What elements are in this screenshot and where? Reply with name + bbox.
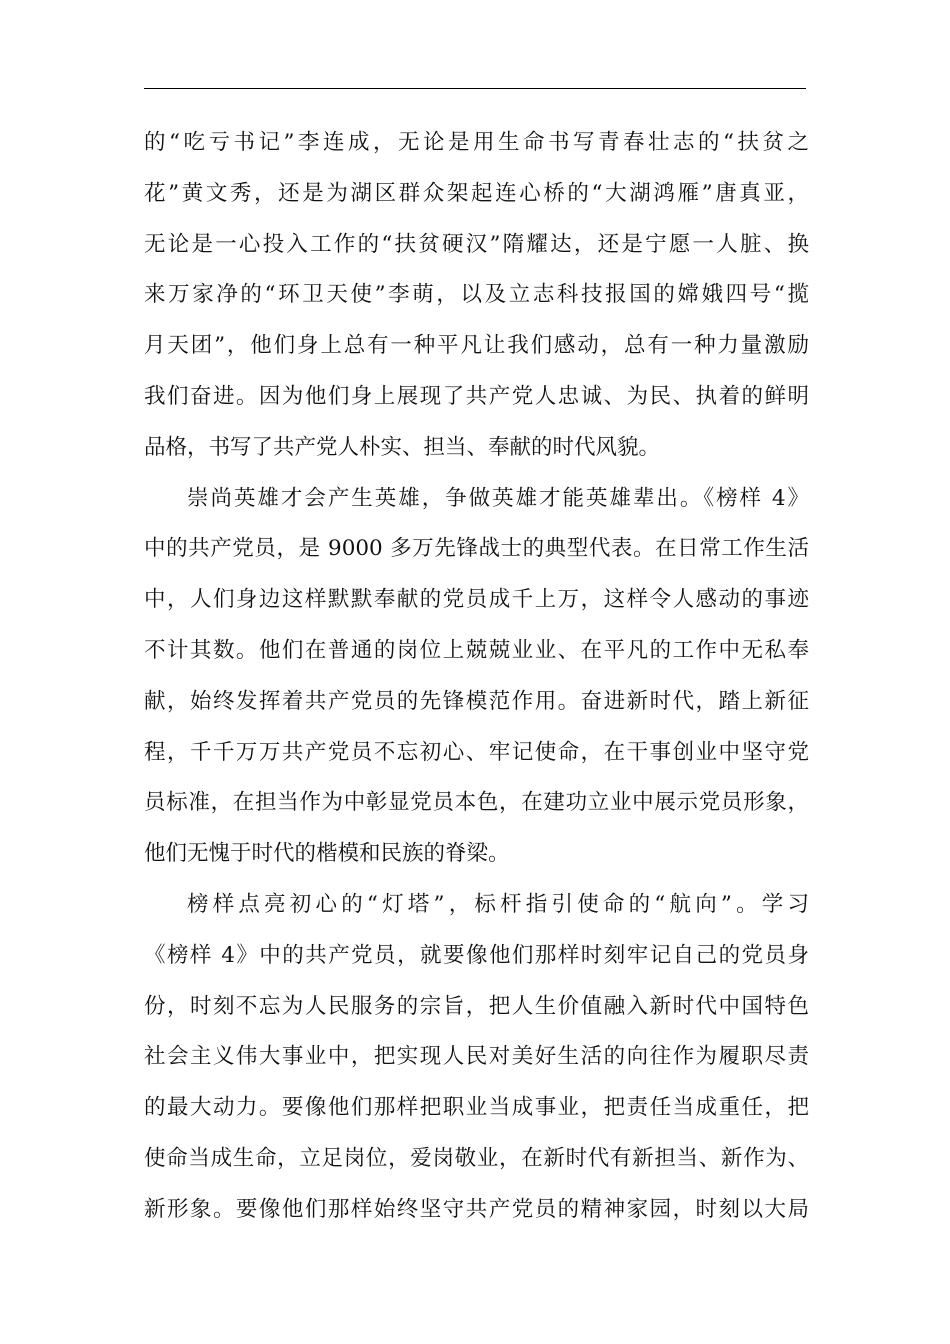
text-line: 不计其数。他们在普通的岗位上兢兢业业、在平凡的工作中无私奉	[144, 637, 809, 663]
text-line: 中的共产党员，是 9000 多万先锋战士的典型代表。在日常工作生活	[144, 536, 809, 562]
text-line: 的最大动力。要像他们那样把职业当成事业，把责任当成重任，把	[144, 1095, 809, 1121]
paragraph-1	[144, 118, 809, 474]
text-line: 社会主义伟大事业中，把实现人民对美好生活的向往作为履职尽责	[144, 1044, 809, 1070]
header-rule	[144, 88, 806, 89]
text-line: 员标准，在担当作为中彰显党员本色，在建功立业中展示党员形象，	[144, 790, 809, 816]
text-line: 程，千千万万共产党员不忘初心、牢记使命，在干事创业中坚守党	[144, 739, 809, 765]
text-line: 《榜样 4》中的共产党员，就要像他们那样时刻牢记自己的党员身	[144, 942, 809, 968]
document-body	[144, 118, 809, 1236]
text-line: 他们无愧于时代的楷模和民族的脊梁。	[144, 841, 510, 867]
text-line: 花”黄文秀，还是为湖区群众架起连心桥的“大湖鸿雁”唐真亚，	[144, 180, 809, 206]
text-line: 献，始终发挥着共产党员的先锋模范作用。奋进新时代，踏上新征	[144, 688, 809, 714]
text-line: 无论是一心投入工作的“扶贫硬汉”隋耀达，还是宁愿一人脏、换	[144, 231, 809, 257]
text-line: 我们奋进。因为他们身上展现了共产党人忠诚、为民、执着的鲜明	[144, 383, 809, 409]
paragraph-3	[144, 880, 809, 1236]
text-line: 品格，书写了共产党人朴实、担当、奉献的时代风貌。	[144, 434, 661, 460]
text-line: 来万家净的“环卫天使”李萌，以及立志科技报国的嫦娥四号“揽	[144, 282, 809, 308]
text-line: 的“吃亏书记”李连成，无论是用生命书写青春壮志的“扶贫之	[144, 130, 809, 155]
text-line: 月天团”，他们身上总有一种平凡让我们感动，总有一种力量激励	[144, 333, 809, 359]
text-line: 使命当成生命，立足岗位，爱岗敬业，在新时代有新担当、新作为、	[144, 1145, 809, 1171]
text-line: 崇尚英雄才会产生英雄，争做英雄才能英雄辈出。《榜样 4》	[187, 485, 809, 511]
paragraph-2	[144, 474, 809, 880]
text-line: 新形象。要像他们那样始终坚守共产党员的精神家园，时刻以大局	[144, 1196, 809, 1222]
text-line: 份，时刻不忘为人民服务的宗旨，把人生价值融入新时代中国特色	[144, 993, 809, 1019]
text-line: 中，人们身边这样默默奉献的党员成千上万，这样令人感动的事迹	[144, 587, 809, 613]
text-line: 榜样点亮初心的“灯塔”，标杆指引使命的“航向”。学习	[187, 891, 809, 917]
